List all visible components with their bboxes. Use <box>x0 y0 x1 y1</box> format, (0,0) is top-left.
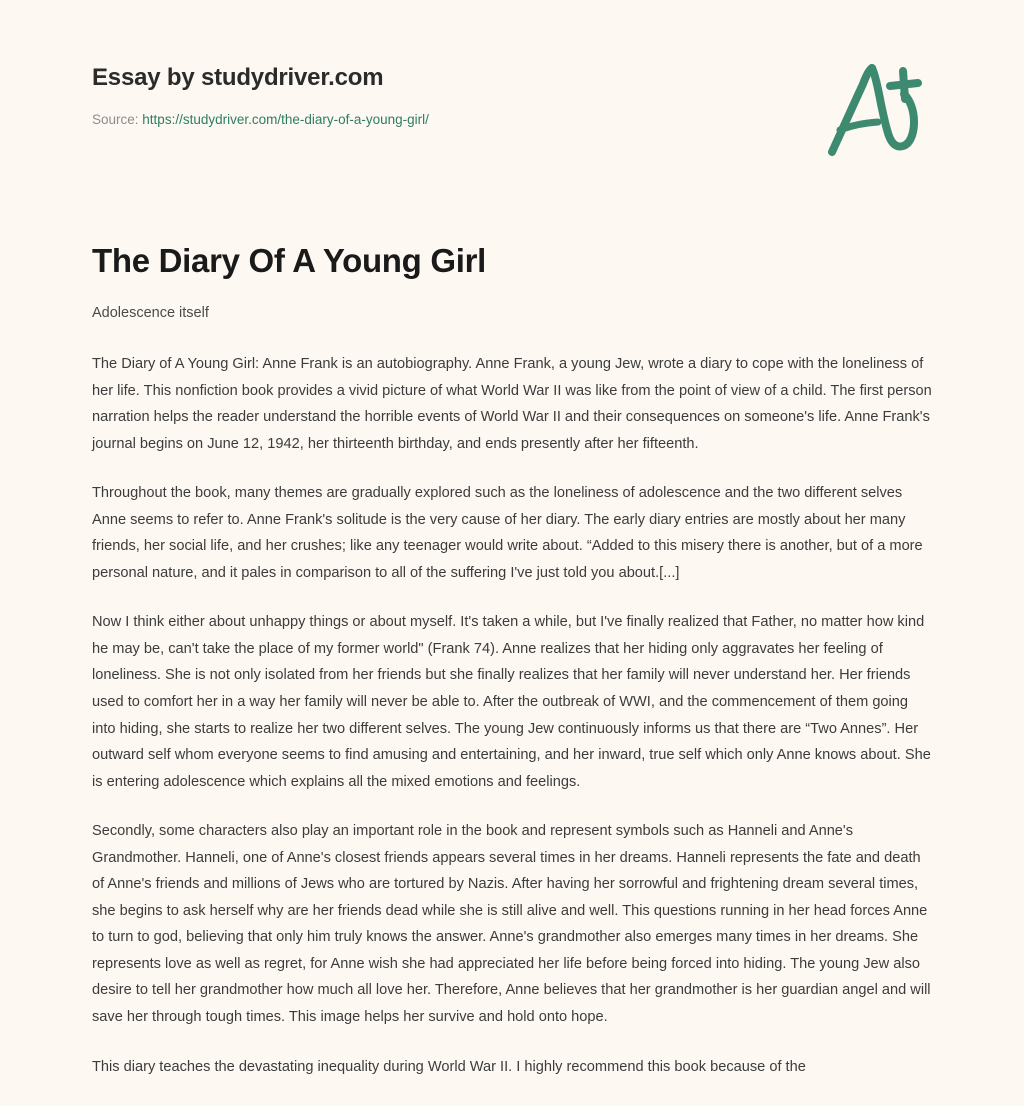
article-subtitle: Adolescence itself <box>92 305 209 322</box>
page-header <box>0 0 1024 164</box>
page-title: The Diary Of A Young Girl <box>92 242 487 279</box>
essay-byline: Essay by studydriver.com <box>92 64 384 91</box>
article-body <box>92 351 932 1080</box>
source-url-link[interactable]: https://studydriver.com/the-diary-of-a-young-girl/ <box>142 111 429 127</box>
body-paragraph: Now I think either about unhappy things or about myself. It's taken a while, but I've finally realized that Father, no matter how kind he may be, can't take the place of my former world" (Frank 74). Anne realizes that her hiding only aggravates her feeling of loneliness. She is not only isolated from her friends but she finally realizes that her family will never understand her. Her friends used to comfort her in a way her family will never be able to. After the outbreak of WWI, and the commencement of them going into hiding, she starts to realize her two different selves. The young Jew continuously informs us that there are “Two Annes”. Her outward self whom everyone seems to find amusing and entertaining, and her inward, true self which only Anne knows about. She is entering adolescence which explains all the mixed emotions and feelings. <box>92 614 931 790</box>
source-label: Source: <box>92 111 139 127</box>
article-container <box>0 240 1024 1080</box>
body-paragraph: Secondly, some characters also play an important role in the book and represent symbols such as Hanneli and Anne's Grandmother. Hanneli, one of Anne's closest friends appears several times in her dreams. Hanneli represents the fate and death of Anne's friends and millions of Jews who are tortured by Nazis. After having her sorrowful and frightening dream several times, she begins to ask herself why are her friends dead while she is still alive and well. This questions running in her head forces Anne to turn to god, believing that only him truly knows the answer. Anne's grandmother also emerges many times in her dreams. She represents love as well as regret, for Anne wish she had appreciated her life before being forced into hiding. The young Jew also desire to tell her grandmother how much all love her. Therefore, Anne believes that her grandmother is her guardian angel and will save her through tough times. This image helps her survive and hold onto hope. <box>92 823 931 1026</box>
body-paragraph: This diary teaches the devastating inequality during World War II. I highly recommend this book because of the <box>92 1058 806 1075</box>
source-line <box>92 111 429 129</box>
body-paragraph: The Diary of A Young Girl: Anne Frank is an autobiography. Anne Frank, a young Jew, wrote a diary to cope with the loneliness of her life. This nonfiction book provides a vivid picture of what World War II was like from the point of view of a child. The first person narration helps the reader understand the horrible events of World War II and their consequences on someone's life. Anne Frank's journal begins on June 12, 1942, her thirteenth birthday, and ends presently after her fifteenth. <box>92 356 932 452</box>
studydriver-a-plus-logo-icon <box>822 60 930 164</box>
body-paragraph: Throughout the book, many themes are gradually explored such as the loneliness of adolescence and the two different selves Anne seems to refer to. Anne Frank's solitude is the very cause of her diary. The early diary entries are mostly about her many friends, her social life, and her crushes; like any teenager would write about. “Added to this misery there is another, but of a more personal nature, and it pales in comparison to all of the suffering I've just told you about.[...] <box>92 485 923 581</box>
header-left-block <box>92 64 429 128</box>
